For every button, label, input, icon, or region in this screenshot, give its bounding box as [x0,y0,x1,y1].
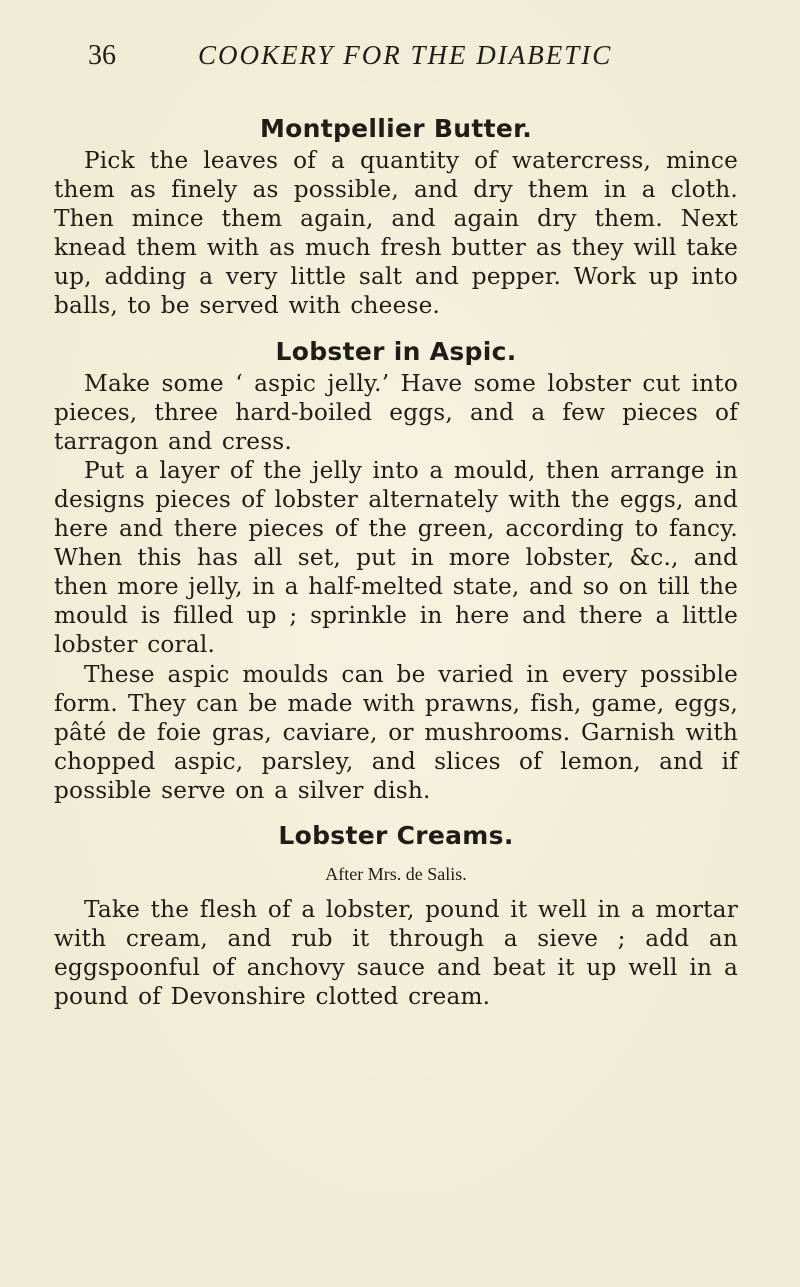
recipe-paragraph: Put a layer of the jelly into a mould, then arrange in designs pieces of lobster alternately with the eggs, and here and there pieces of the green, according to fancy. When this has all set, put in more lobster, &c., and then more jelly, in a half-melted state, and so on till the mould is filled up ; sprinkle in here and there a little lobster coral. [54,456,738,659]
recipe-montpellier-butter [54,112,738,321]
page-body [54,112,738,1011]
recipe-title: Lobster Creams. [278,820,514,850]
recipe-attribution: After Mrs. de Salis. [325,863,467,884]
page-header [88,40,648,80]
recipe-title: Lobster in Aspic. [275,336,517,366]
recipe-paragraph: These aspic moulds can be varied in every possible form. They can be made with prawns, fish, game, eggs, pâté de foie gras, caviare, or mushrooms. Garnish with chopped aspic, parsley, and slices of lemon, and if possible serve on a silver dish. [54,660,738,804]
recipe-lobster-in-aspic [54,335,738,805]
recipe-paragraph: Pick the leaves of a quantity of watercress, mince them as finely as possible, and dry them in a cloth. Then mince them again, and again dry them. Next knead them with as much fresh butter as they will take up, adding a very little salt and pepper. Work up into balls, to be served with cheese. [54,147,738,320]
recipe-paragraph: Take the flesh of a lobster, pound it well in a mortar with cream, and rub it through a sieve ; add an eggspoonful of anchovy sauce and beat it up well in a pound of Devonshire clotted cream. [54,895,738,1011]
recipe-lobster-creams [54,819,738,1011]
page-number: 36 [88,40,116,71]
running-title: COOKERY FOR THE DIABETIC [198,40,613,70]
recipe-title: Montpellier Butter. [259,114,533,143]
recipe-paragraph: Make some ‘ aspic jelly.’ Have some lobster cut into pieces, three hard-boiled eggs, and a few pieces of tarragon and cress. [54,369,738,455]
